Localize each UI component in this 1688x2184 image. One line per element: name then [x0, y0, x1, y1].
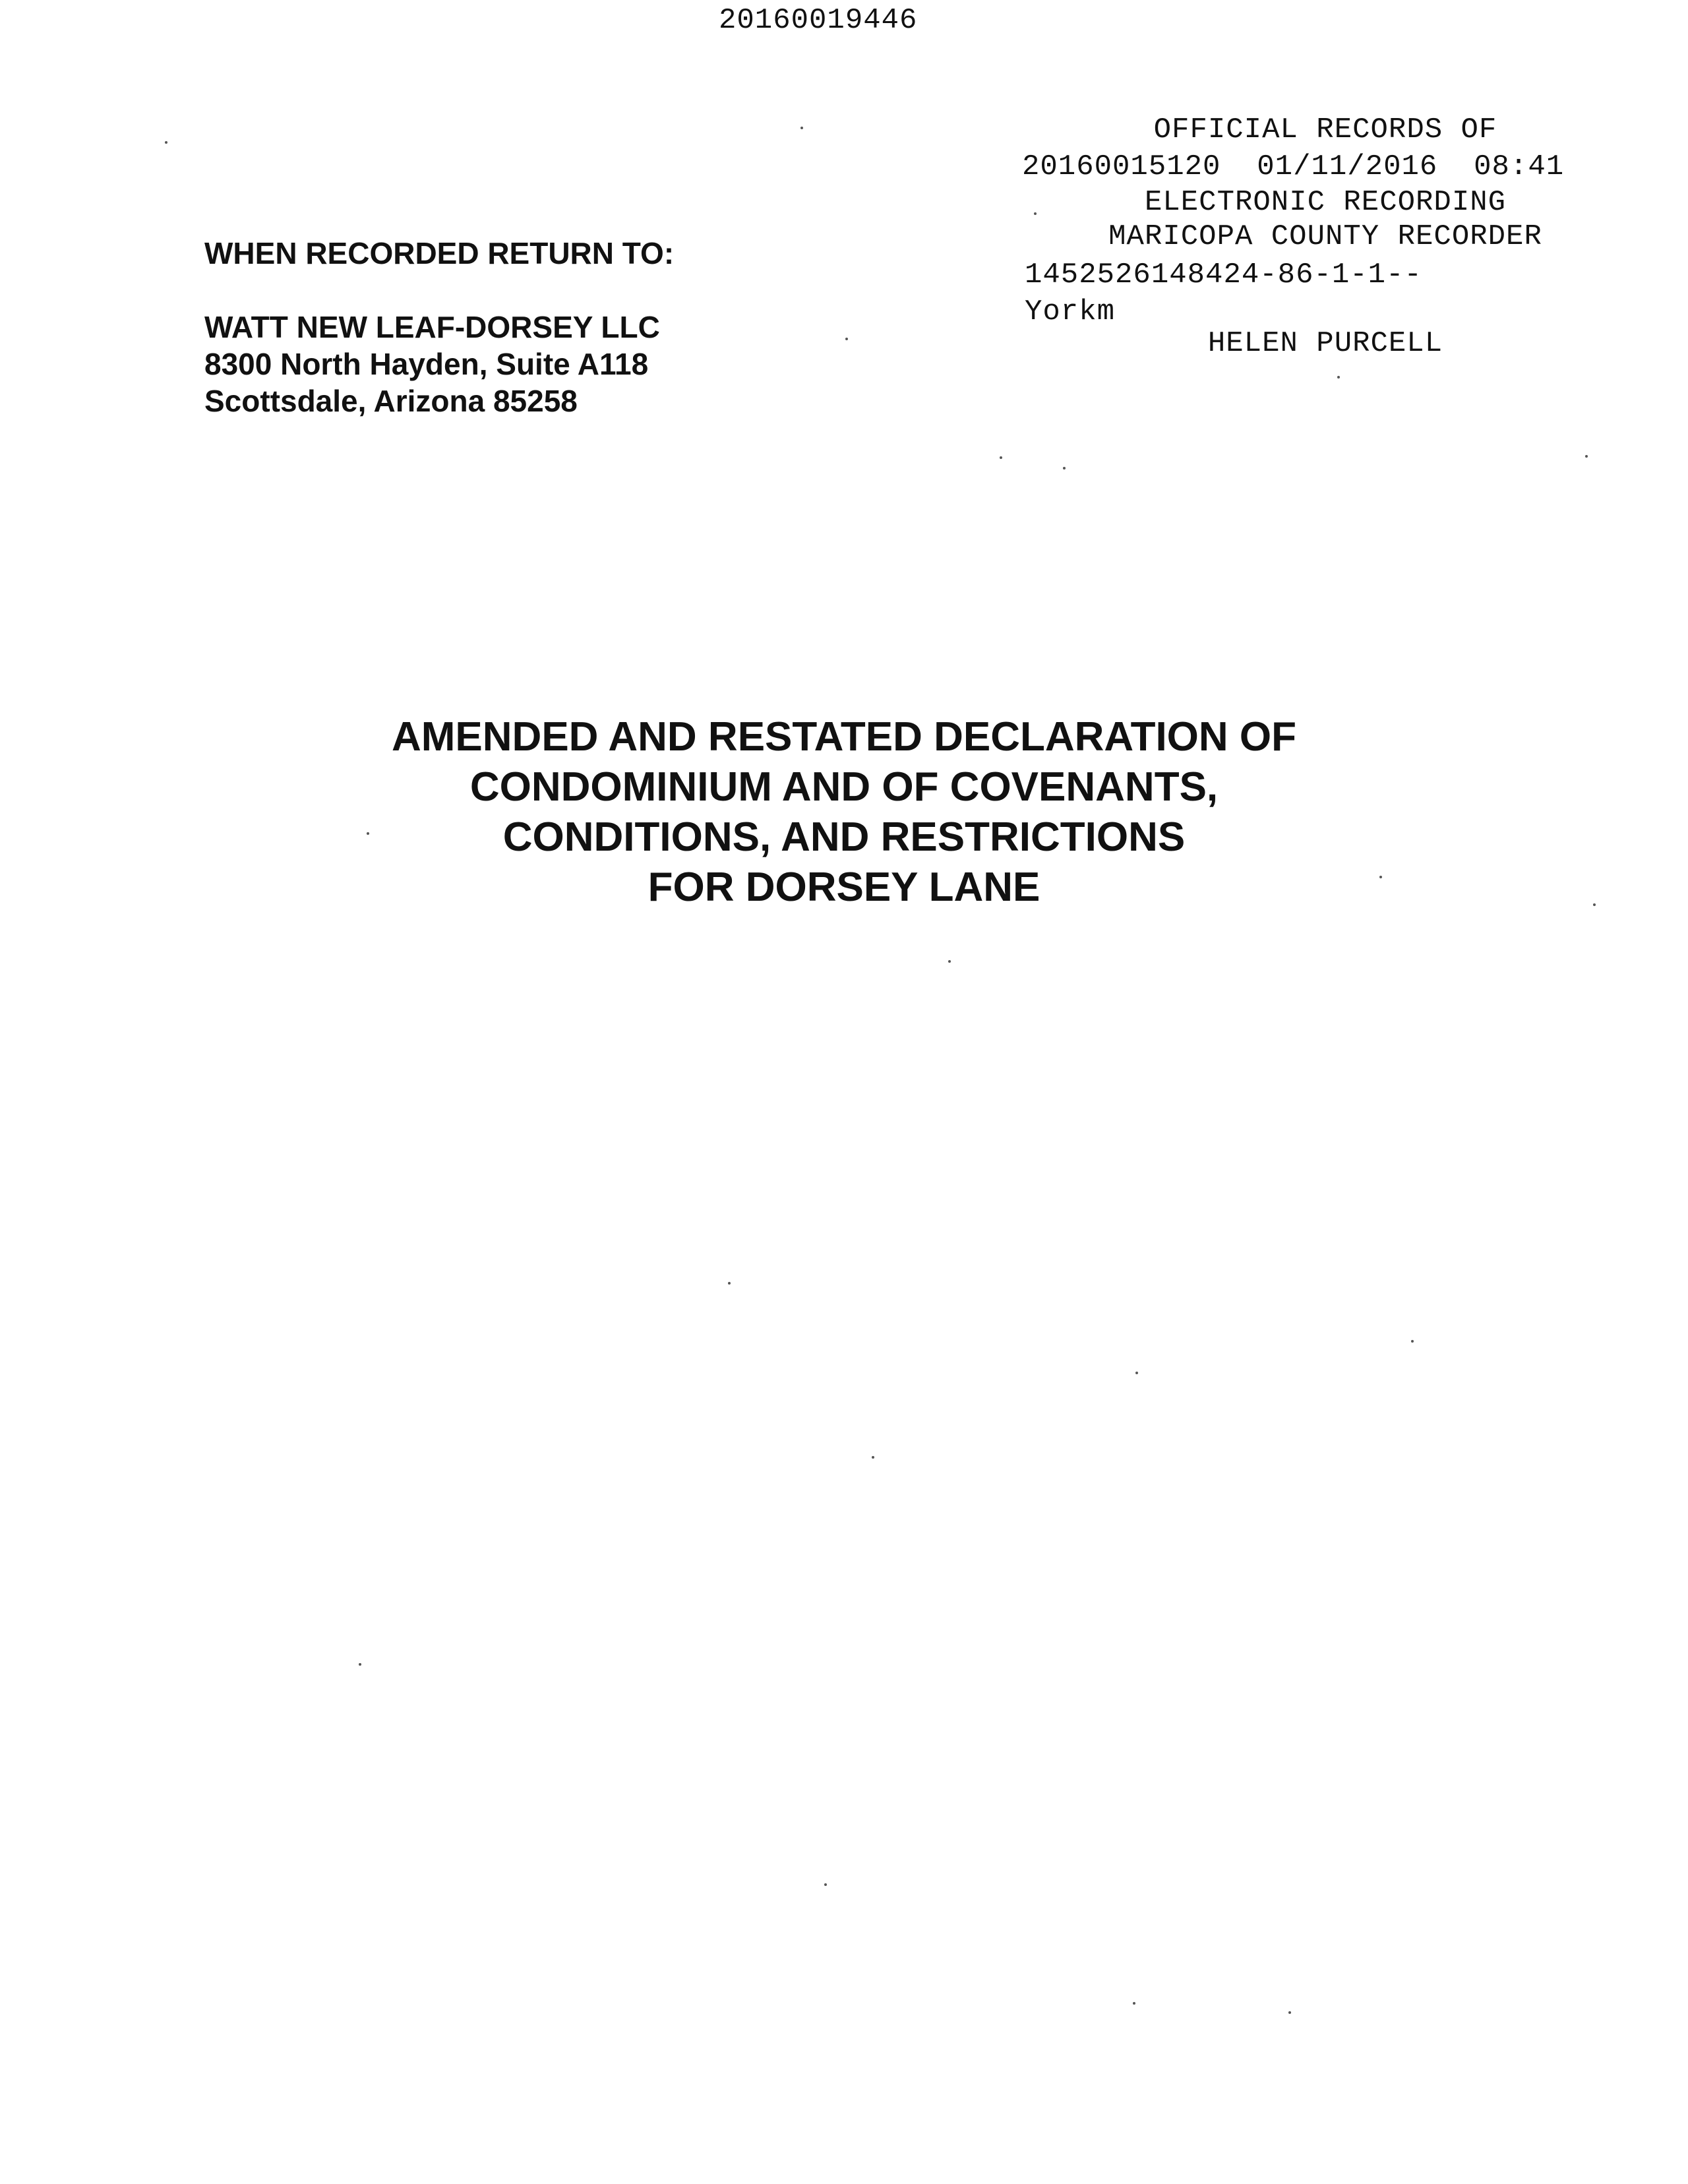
document-title	[185, 712, 1503, 913]
scan-speck	[1379, 876, 1382, 878]
address-line: 8300 North Hayden, Suite A118	[204, 347, 649, 381]
scan-speck	[1337, 376, 1340, 379]
scan-speck	[1585, 455, 1588, 458]
return-to-label: WHEN RECORDED RETURN TO:	[204, 236, 675, 270]
scan-speck	[845, 338, 848, 340]
scan-speck	[948, 960, 951, 963]
address-line: Scottsdale, Arizona 85258	[204, 384, 578, 418]
title-line: CONDITIONS, AND RESTRICTIONS	[502, 814, 1186, 860]
title-line: AMENDED AND RESTATED DECLARATION OF	[392, 714, 1296, 760]
clerk-name: Yorkm	[1025, 295, 1116, 328]
scan-speck	[824, 1883, 827, 1886]
scan-speck	[1411, 1340, 1414, 1343]
recorder-line: OFFICIAL RECORDS OF	[1153, 113, 1497, 146]
scan-speck	[1034, 212, 1037, 215]
scan-speck	[359, 1663, 361, 1666]
scan-speck	[367, 832, 369, 835]
scan-speck	[165, 141, 167, 144]
address-line: WATT NEW LEAF-DORSEY LLC	[204, 310, 660, 344]
scan-speck	[1288, 2011, 1291, 2014]
recording-type: ELECTRONIC RECORDING	[1144, 186, 1507, 219]
return-address	[204, 309, 660, 419]
recorder-line: MARICOPA COUNTY RECORDER	[1108, 220, 1542, 253]
scan-speck	[800, 127, 803, 129]
recording-info: 20160015120 01/11/2016 08:41	[1022, 150, 1565, 183]
recorder-line: HELEN PURCELL	[1207, 327, 1443, 360]
scan-speck	[1000, 456, 1002, 459]
title-line: FOR DORSEY LANE	[648, 864, 1040, 910]
scan-speck	[872, 1456, 874, 1459]
scan-speck	[1063, 467, 1066, 470]
scan-speck	[1593, 903, 1596, 906]
barcode-id: 1452526148424-86-1-1--	[1025, 258, 1422, 291]
document-number: 20160019446	[719, 4, 918, 37]
scan-speck	[728, 1282, 731, 1285]
scan-speck	[1135, 1372, 1138, 1374]
title-line: CONDOMINIUM AND OF COVENANTS,	[469, 764, 1219, 810]
scan-speck	[1133, 2002, 1135, 2005]
